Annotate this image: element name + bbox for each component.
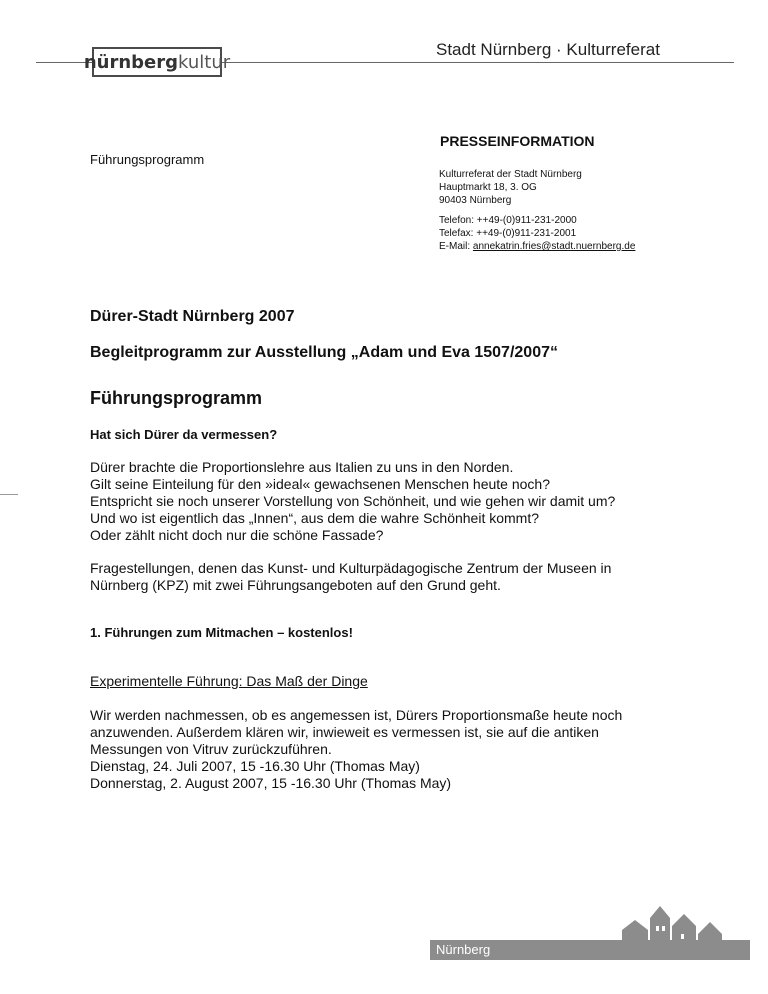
footer-city-label: Nürnberg — [430, 940, 512, 960]
logo-part-2: kultur — [178, 51, 231, 73]
paragraph-line: Fragestellungen, denen das Kunst- und Kulturpädagogische Zentrum der Museen in — [90, 560, 612, 576]
paragraph-line: Dienstag, 24. Juli 2007, 15 -16.30 Uhr (Thomas May) — [90, 758, 420, 774]
question-heading: Hat sich Dürer da vermessen? — [90, 427, 278, 442]
section-heading: Führungsprogramm — [90, 388, 263, 408]
nuernberg-skyline-graphic — [510, 900, 750, 960]
email-prefix: E-Mail: — [439, 241, 473, 252]
title-duerer-stadt: Dürer-Stadt Nürnberg 2007 — [90, 308, 295, 325]
intro-paragraph — [90, 459, 615, 544]
paragraph-line: Oder zählt nicht doch nur die schöne Fassade? — [90, 527, 384, 543]
nuernbergkultur-logo — [83, 47, 231, 77]
paragraph-line: Gilt seine Einteilung für den »ideal« gewachsenen Menschen heute noch? — [90, 476, 550, 492]
title-begleitprogramm: Begleitprogramm zur Ausstellung „Adam und Eva 1507/2007“ — [90, 344, 558, 361]
fax-line: Telefax: ++49-(0)911-231-2001 — [439, 228, 577, 239]
paragraph-line: Nürnberg (KPZ) mit zwei Führungsangeboten auf den Grund geht. — [90, 577, 501, 593]
paragraph-line: Messungen von Vitruv zurückzuführen. — [90, 741, 332, 757]
header-title: Stadt Nürnberg · Kulturreferat — [436, 40, 660, 59]
address-line: Kulturreferat der Stadt Nürnberg — [439, 169, 582, 180]
email-line — [439, 240, 635, 253]
paragraph-line: Dürer brachte die Proportionslehre aus Italien zu uns in den Norden. — [90, 459, 514, 475]
address-block — [439, 168, 582, 207]
subheading-fuehrungen: 1. Führungen zum Mitmachen – kostenlos! — [90, 625, 353, 640]
topic-label: Führungsprogramm — [90, 152, 205, 167]
paragraph-line: Und wo ist eigentlich das „Innen“, aus dem die wahre Schönheit kommt? — [90, 510, 540, 526]
paragraph-line: Wir werden nachmessen, ob es angemessen ist, Dürers Proportionsmaße heute noch — [90, 707, 623, 723]
tour-title: Experimentelle Führung: Das Maß der Dinge — [90, 673, 368, 689]
logo-part-1: nürnberg — [83, 51, 179, 73]
address-line: Hauptmarkt 18, 3. OG — [439, 182, 537, 193]
paragraph-line: Donnerstag, 2. August 2007, 15 -16.30 Uhr (Thomas May) — [90, 775, 452, 791]
fold-mark — [0, 494, 18, 495]
press-label: PRESSEINFORMATION — [440, 133, 595, 149]
phone-line: Telefon: ++49-(0)911-231-2000 — [439, 215, 577, 226]
paragraph-line: Entspricht sie noch unserer Vorstellung von Schönheit, und wie gehen wir damit um? — [90, 493, 616, 509]
email-link[interactable]: annekatrin.fries@stadt.nuernberg.de — [472, 241, 636, 252]
tour-paragraph — [90, 707, 622, 792]
address-line: 90403 Nürnberg — [439, 195, 512, 206]
kpz-paragraph — [90, 560, 611, 594]
paragraph-line: anzuwenden. Außerdem klären wir, inwieweit es vermessen ist, sie auf die antiken — [90, 724, 599, 740]
header-rule-right — [222, 62, 734, 63]
contact-block — [439, 214, 635, 253]
